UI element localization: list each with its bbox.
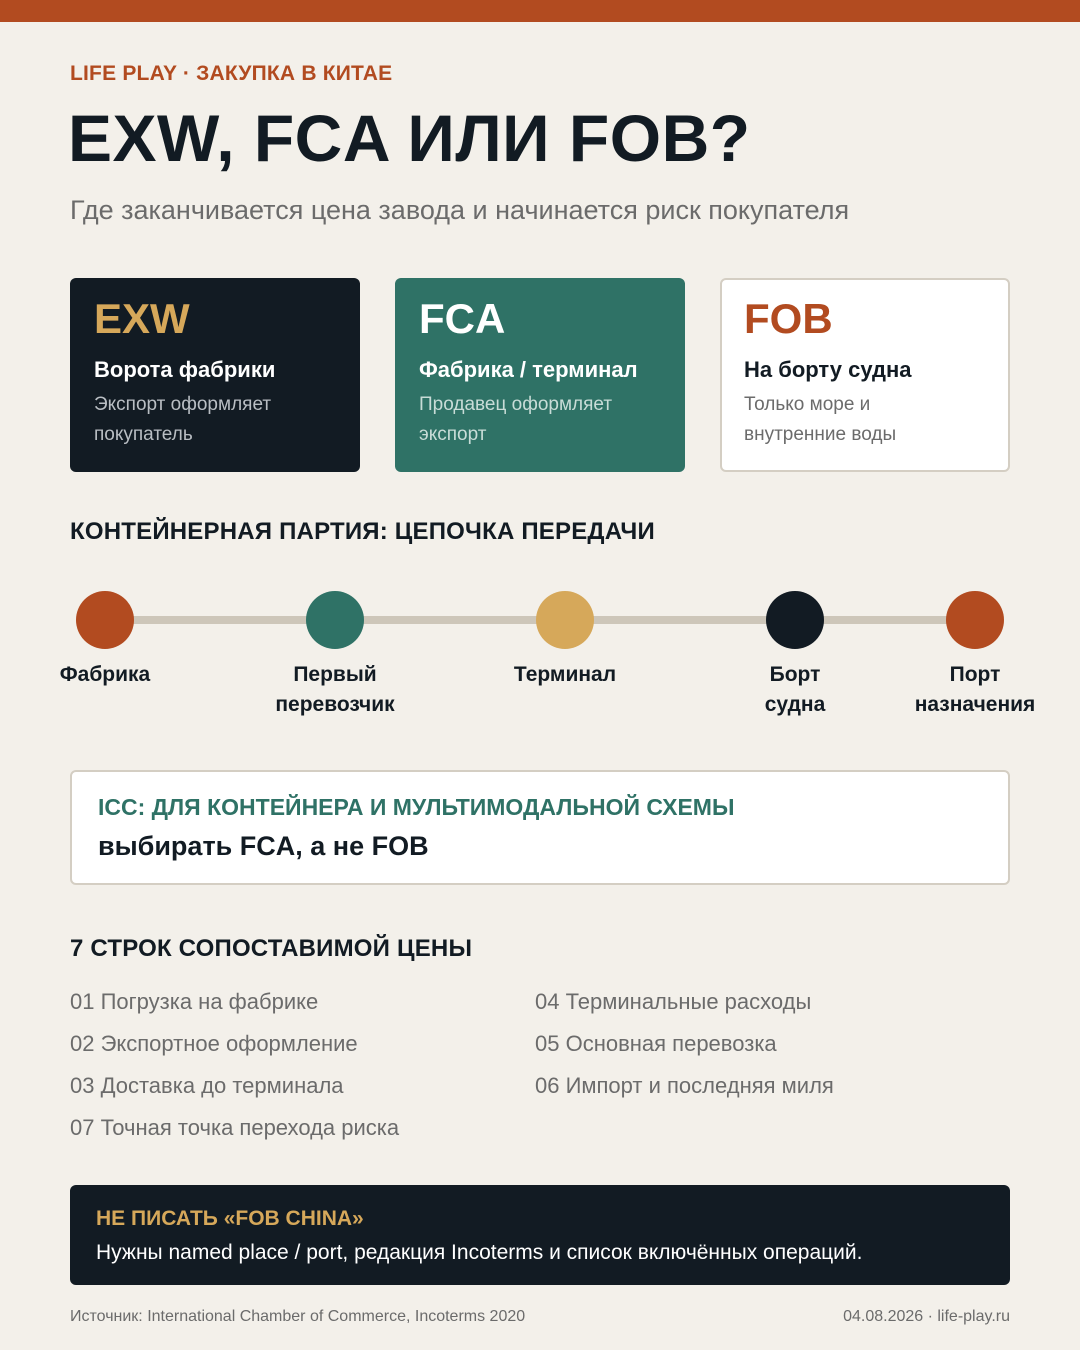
cost-line-item: 02 Экспортное оформление	[70, 1031, 358, 1056]
cost-line-item: 06 Импорт и последняя миля	[535, 1073, 834, 1098]
chain-label-first-carrier	[245, 660, 425, 720]
term-card-exw	[70, 278, 360, 472]
term-description	[419, 390, 661, 450]
chain-node-factory	[76, 591, 134, 649]
page-title: EXW, FCA ИЛИ FOB?	[68, 101, 751, 175]
term-code: FOB	[744, 295, 833, 342]
chain-node-ship-board	[766, 591, 824, 649]
chain-section-title: КОНТЕЙНЕРНАЯ ПАРТИЯ: ЦЕПОЧКА ПЕРЕДАЧИ	[70, 518, 655, 545]
term-card-fob	[720, 278, 1010, 472]
chain-label-line: Терминал	[513, 663, 617, 686]
footer-date-site: 04.08.2026 · life-play.ru	[843, 1308, 1010, 1325]
term-heading: Фабрика / терминал	[419, 357, 638, 382]
cost-line-item: 05 Основная перевозка	[535, 1031, 777, 1056]
chain-label-ship-board	[705, 660, 885, 720]
cost-line-item: 04 Терминальные расходы	[535, 989, 812, 1014]
term-description	[94, 390, 336, 450]
cost-line-item: 03 Доставка до терминала	[70, 1073, 344, 1098]
icc-recommendation-box	[70, 770, 1010, 885]
cost-line-item: 01 Погрузка на фабрике	[70, 989, 319, 1014]
icc-label: ICC: ДЛЯ КОНТЕЙНЕРА И МУЛЬТИМОДАЛЬНОЙ СХЕМЫ	[98, 794, 735, 820]
chain-label-line: Первый	[293, 663, 377, 686]
cost-line-item: 07 Точная точка перехода риска	[70, 1115, 400, 1140]
term-description-line: покупатель	[94, 424, 193, 445]
term-description-line: внутренние воды	[744, 424, 897, 445]
chain-label-line: перевозчик	[275, 693, 395, 716]
chain-node-first-carrier	[306, 591, 364, 649]
chain-node-destination-port	[946, 591, 1004, 649]
chain-label-line: Борт	[769, 663, 821, 686]
chain-node-terminal	[536, 591, 594, 649]
chain-label-factory	[15, 660, 195, 690]
term-description-line: Продавец оформляет	[419, 394, 613, 415]
chain-label-line: Фабрика	[59, 663, 151, 686]
page-subtitle: Где заканчивается цена завода и начинается риск покупателя	[70, 195, 850, 225]
term-description-line: Только море и	[744, 394, 871, 415]
term-code: FCA	[419, 295, 506, 342]
chain-label-destination-port	[885, 660, 1065, 720]
term-heading: Ворота фабрики	[94, 357, 276, 382]
term-description-line: Экспорт оформляет	[94, 394, 272, 415]
term-code: EXW	[94, 295, 190, 342]
term-description	[744, 390, 986, 450]
costs-section-title: 7 СТРОК СОПОСТАВИМОЙ ЦЕНЫ	[70, 935, 473, 962]
warning-box	[70, 1185, 1010, 1285]
icc-recommendation-text: выбирать FCA, а не FOB	[98, 831, 429, 861]
term-heading: На борту судна	[744, 357, 912, 382]
warning-label: НЕ ПИСАТЬ «FOB CHINA»	[96, 1207, 364, 1230]
term-card-fca	[395, 278, 685, 472]
top-accent-bar	[0, 0, 1080, 22]
chain-label-line: назначения	[914, 693, 1036, 716]
term-description-line: экспорт	[419, 424, 487, 445]
chain-label-terminal	[475, 660, 655, 690]
eyebrow-label: LIFE PLAY · ЗАКУПКА В КИТАЕ	[70, 62, 393, 85]
warning-text: Нужны named place / port, редакция Incoterms и список включённых операций.	[96, 1241, 863, 1264]
chain-label-line: Порт	[949, 663, 1001, 686]
footer-source: Источник: International Chamber of Commerce, Incoterms 2020	[70, 1308, 526, 1325]
chain-label-line: судна	[764, 693, 826, 716]
